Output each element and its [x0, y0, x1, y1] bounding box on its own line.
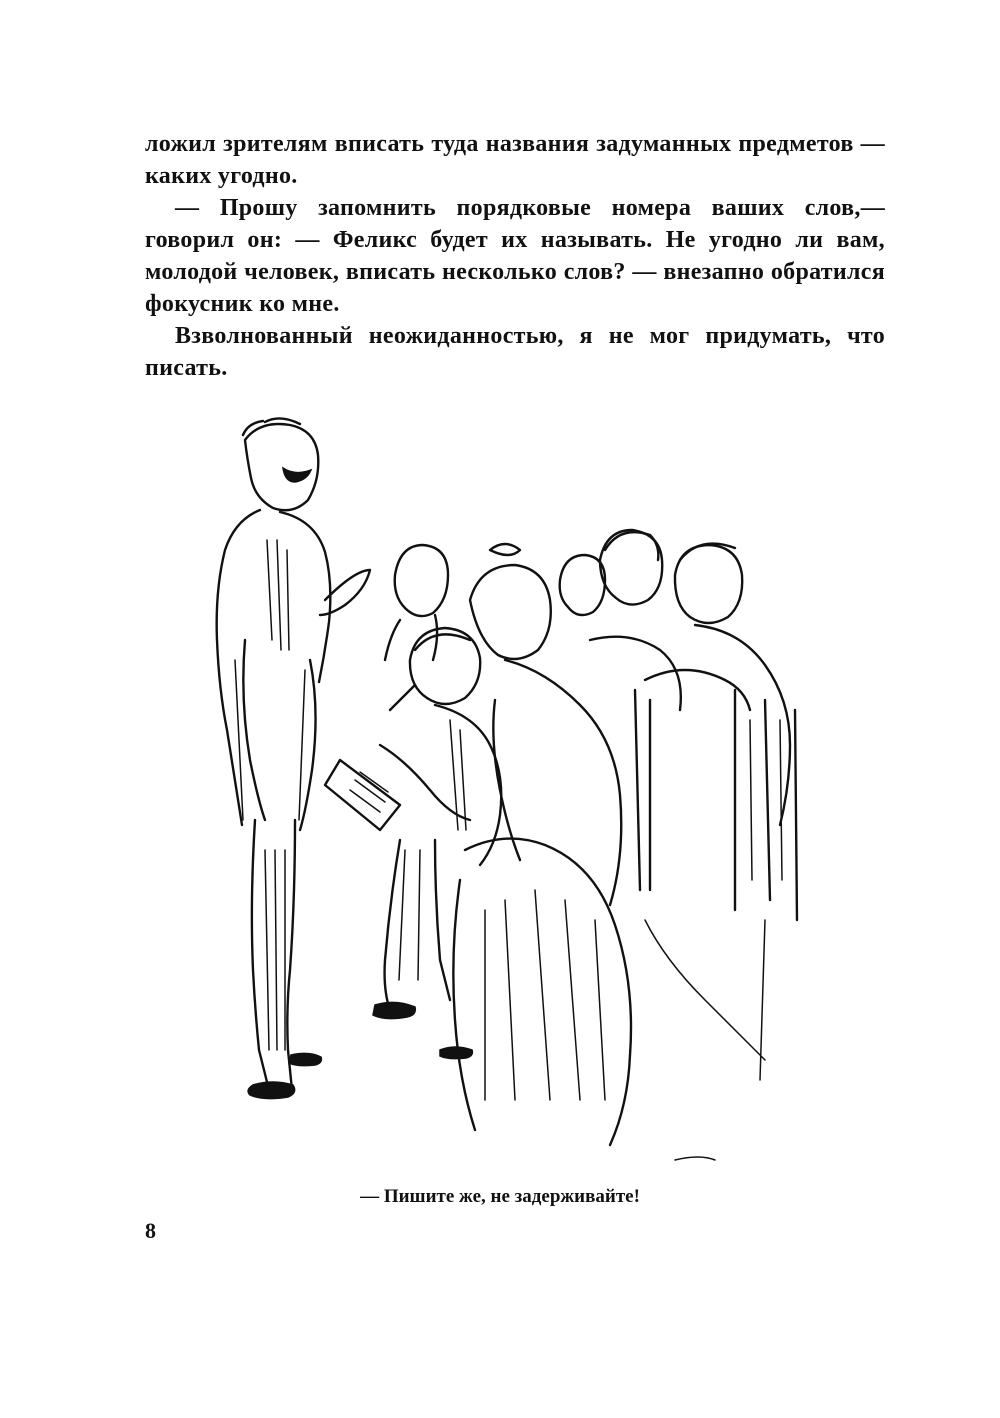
audience-woman-center: [440, 544, 631, 1145]
page-number: 8: [145, 1218, 156, 1243]
chairs-and-floor: [635, 690, 765, 1160]
audience-man-right: [645, 544, 797, 920]
paragraph-1: ложил зрителям вписать туда названия задуманных предметов — каких угодно.: [145, 131, 885, 189]
illustration-caption: — Пишите же, не задерживайте!: [360, 1186, 640, 1207]
paragraph-3: Взволнованный неожиданностью, я не мог придумать, что писать.: [145, 323, 885, 381]
audience-women-right: [560, 530, 681, 710]
body-text: [145, 128, 885, 384]
young-man-writing: [325, 628, 501, 1019]
paragraph-2: — Прошу запомнить порядковые номера ваших слов,— говорил он: — Феликс будет их называть. Не угодно ли вам, молодой человек, вписать несколько слов? — внезапно обратился фокусник ко мне.: [145, 195, 885, 317]
magician-and-audience-illustration: [205, 400, 815, 1170]
magician-figure: [217, 418, 370, 1098]
